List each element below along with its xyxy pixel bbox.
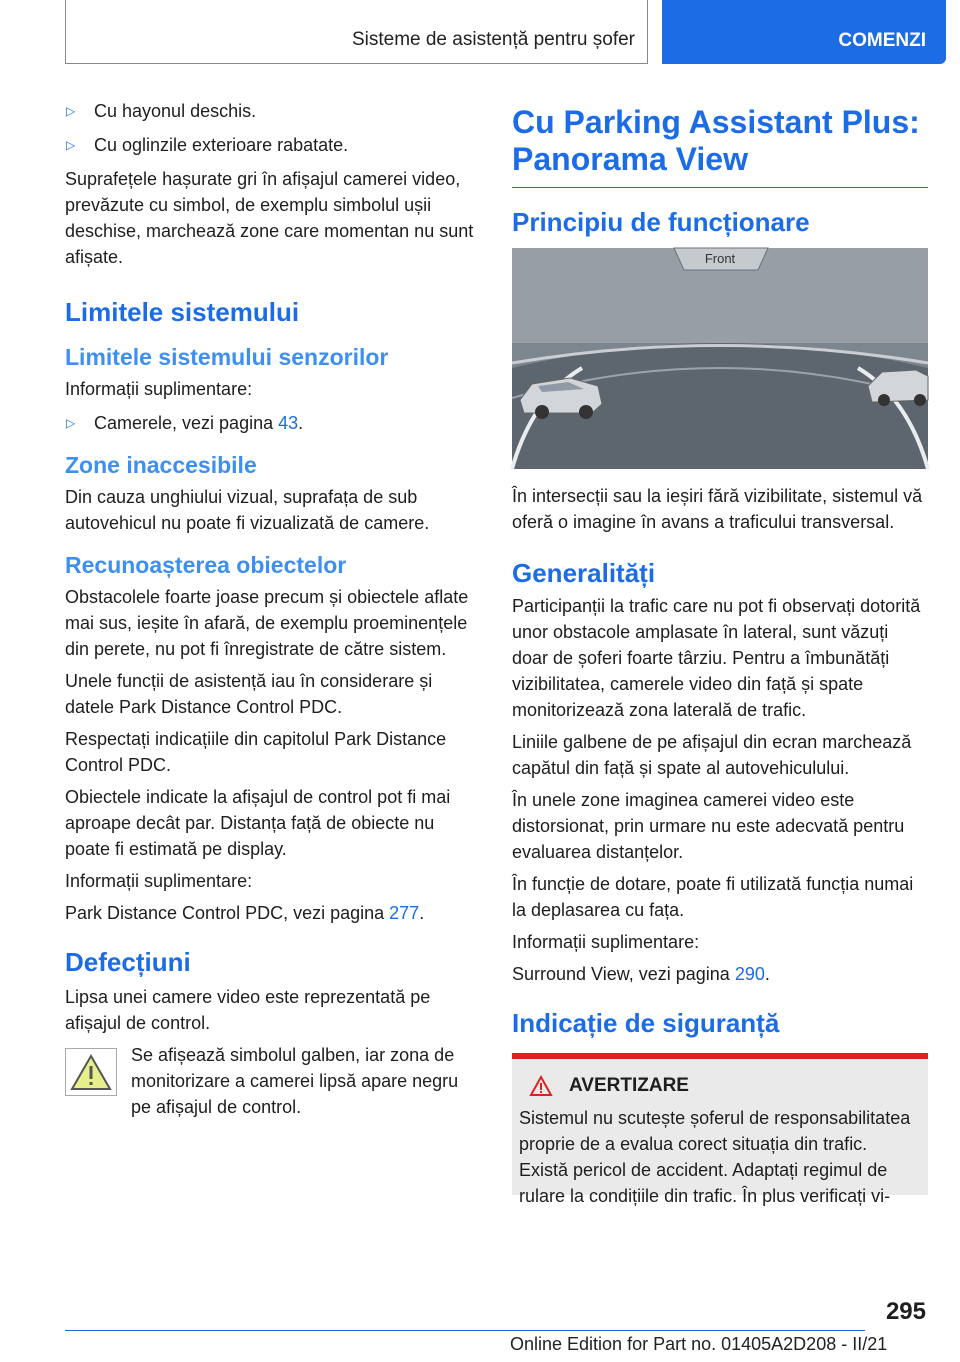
warning-text: Sistemul nu scutește șoferul de responsabilitatea proprie de a evalua corect situația din trafic. Există pericol de accident. Adaptați regimul de rulare la condițiile din trafic. În plus verificați vi-: [519, 1108, 911, 1206]
header-section-title: Sisteme de asistență pentru șofer: [351, 29, 635, 50]
page-link-290[interactable]: 290: [734, 964, 765, 984]
panorama-view-figure: [512, 248, 928, 469]
page-number: 295: [885, 1298, 926, 1325]
header-chapter-label: COMENZI: [838, 30, 926, 51]
triangle-bullet-icon: ▷: [66, 138, 76, 152]
header-chapter-tab[interactable]: [662, 0, 946, 64]
heading-system-limits: Limitele sistemului: [65, 297, 300, 327]
paragraph-general-2: Liniile galbene de pe afișajul din ecran marchează capătul din față și spate al autovehiculului.: [512, 732, 912, 778]
list-item: [65, 132, 478, 158]
paragraph-recognition-3: Respectați indicațiile din capitolul Park Distance Control PDC.: [65, 729, 447, 775]
front-view-label: Front: [704, 251, 736, 266]
warning-triangle-icon: [529, 1075, 553, 1097]
heading-inaccessible-zones: Zone inaccesibile: [65, 452, 257, 478]
warning-symbol-text: Se afișează simbolul galben, iar zona de monitorizare a camerei lipsă apare negru pe afișajul de control.: [131, 1045, 459, 1117]
paragraph-general-1: Participanții la trafic care nu pot fi observați dotorită unor obstacole amplasate în lateral, sunt văzuți doar de șoferi foarte târziu. Pentru a îmbunătăți vizibilitatea, camerele video din față și spate monitorizează zona laterală de trafic.: [512, 596, 921, 720]
period: .: [419, 903, 425, 923]
footer-divider: [65, 1330, 865, 1331]
heading-sensor-limits: Limitele sistemului senzorilor: [65, 344, 389, 370]
paragraph-surround-reference: [512, 961, 928, 987]
footer-edition-text: Online Edition for Part no. 01405A2D208 - II/21: [510, 1334, 888, 1354]
paragraph-recognition-4: Obiectele indicate la afișajul de control pot fi mai aproape decât par. Distanța față de obiecte nu poate fi estimată pe display.: [65, 787, 451, 859]
heading-object-recognition: Recunoașterea obiectelor: [65, 552, 347, 578]
yellow-warning-icon: [65, 1048, 117, 1096]
warning-title-text: AVERTIZARE: [569, 1075, 689, 1096]
heading-operating-principle: Principiu de funcționare: [512, 207, 810, 237]
heading-general: Generalități: [512, 558, 656, 588]
list-item-text: Cu oglinzile exterioare rabatate.: [94, 135, 349, 155]
right-column: [512, 98, 928, 1206]
paragraph-info: Informații suplimentare:: [512, 932, 700, 952]
list-item: [65, 98, 478, 124]
pdc-reference-text: Park Distance Control PDC, vezi pagina: [65, 903, 385, 923]
header-section-box: [65, 0, 648, 64]
paragraph-intro: Suprafețele hașurate gri în afișajul camerei video, prevăzute cu simbol, de exemplu simbolul ușii deschise, marchează zone care momentan nu sunt afișate.: [65, 169, 474, 267]
heading-faults: Defecțiuni: [65, 947, 191, 977]
paragraph-general-4: În funcție de dotare, poate fi utilizată funcția numai la deplasarea cu fața.: [512, 874, 914, 920]
heading-safety-note: Indicație de siguranță: [512, 1008, 780, 1038]
triangle-bullet-icon: ▷: [66, 416, 76, 430]
list-item-text: Cu hayonul deschis.: [94, 101, 257, 121]
paragraph-inaccessible: Din cauza unghiului vizual, suprafața de sub autovehicul nu poate fi vizualizată de camere.: [65, 487, 430, 533]
warning-title: [519, 1073, 921, 1099]
triangle-bullet-icon: ▷: [66, 104, 76, 118]
period: .: [298, 413, 304, 433]
heading-panorama-view: Cu Parking Assistant Plus: Panorama View: [512, 104, 928, 188]
paragraph-general-3: În unele zone imaginea camerei video este distorsionat, prin urmare nu este adecvată pentru evaluarea distanțelor.: [512, 790, 905, 862]
list-item-text: Camerele, vezi pagina: [94, 413, 274, 433]
paragraph-info: Informații suplimentare:: [65, 871, 253, 891]
warning-symbol-note: [65, 1042, 478, 1120]
warning-box: [512, 1053, 928, 1206]
paragraph-recognition-1: Obstacolele foarte joase precum și obiectele aflate mai sus, ieșite în afară, de exemplu proeminențele din perete, nu pot fi înregistrate de către sistem.: [65, 587, 469, 659]
page-link-43[interactable]: 43: [278, 413, 299, 433]
paragraph-recognition-2: Unele funcții de asistență iau în considerare și datele Park Distance Control PDC.: [65, 671, 433, 717]
page-link-277[interactable]: 277: [389, 903, 420, 923]
left-column: [65, 98, 478, 1120]
paragraph-pdc-reference: [65, 900, 478, 926]
period: .: [764, 964, 770, 984]
car-left-icon: [520, 378, 602, 419]
paragraph-info: Informații suplimentare:: [65, 379, 253, 399]
paragraph-faults: Lipsa unei camere video este reprezentată pe afișajul de control.: [65, 987, 431, 1033]
paragraph-principle: În intersecții sau la ieșiri fără vizibilitate, sistemul vă oferă o imagine în avans a traficului transversal.: [512, 486, 923, 532]
surround-reference-text: Surround View, vezi pagina: [512, 964, 730, 984]
list-item: [65, 410, 478, 436]
